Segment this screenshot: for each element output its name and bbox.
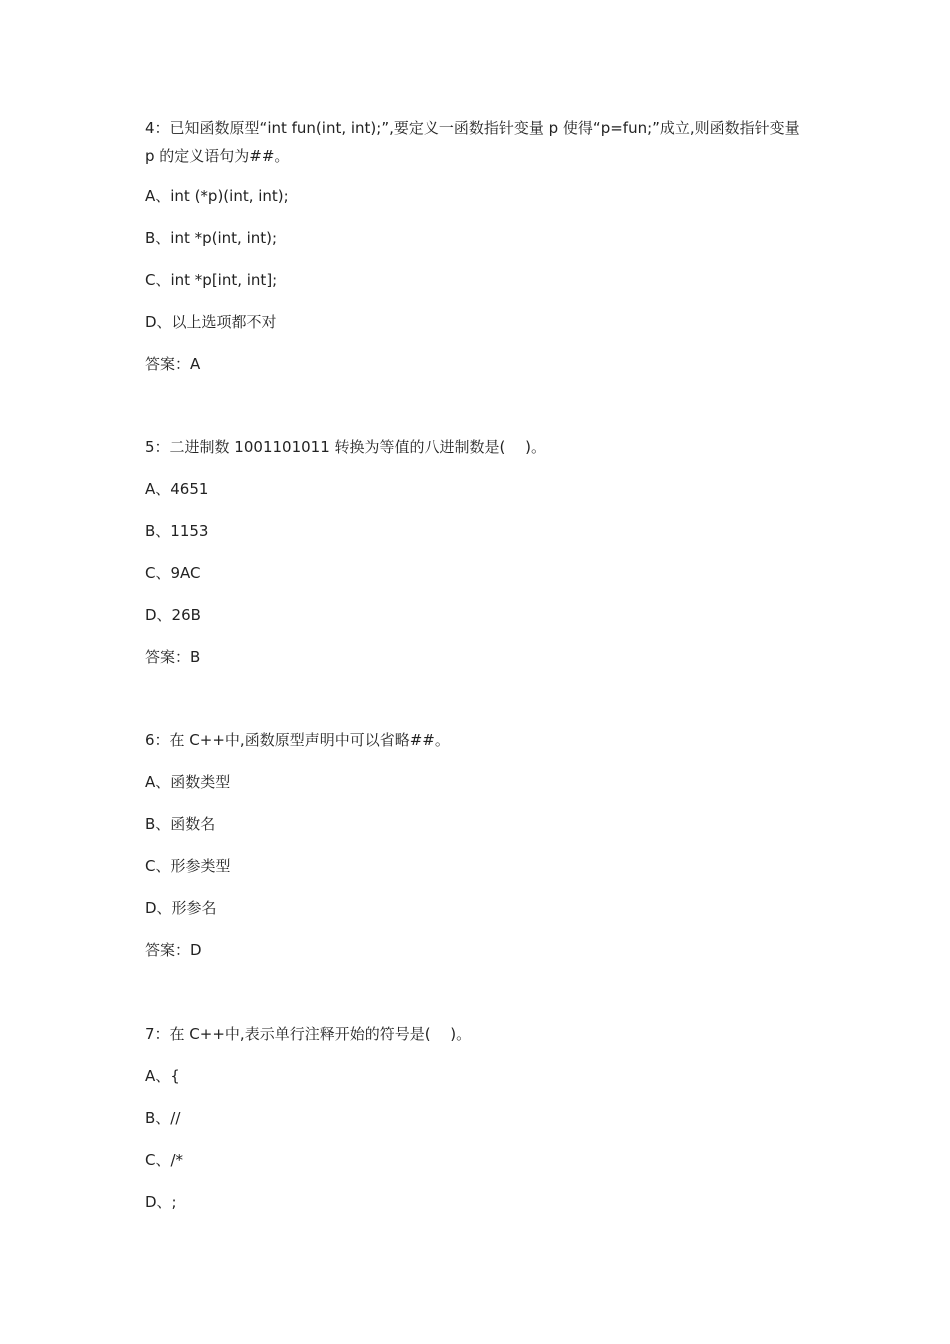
question-4-option-c: C、int *p[int, int]; [145, 271, 278, 289]
question-7-option-d: D、; [145, 1193, 177, 1211]
question-4-option-b: B、int *p(int, int); [145, 229, 278, 247]
question-6-option-b: B、函数名 [145, 815, 216, 833]
question-5-answer: 答案：B [145, 648, 201, 666]
question-5-stem: 5：二进制数 1001101011 转换为等值的八进制数是( )。 [145, 438, 546, 456]
question-7-stem: 7：在 C++中,表示单行注释开始的符号是( )。 [145, 1025, 472, 1043]
question-5-option-d: D、26B [145, 606, 201, 624]
question-6-option-d: D、形参名 [145, 899, 217, 917]
question-7-option-c: C、/* [145, 1151, 184, 1169]
question-6-option-a: A、函数类型 [145, 773, 231, 791]
question-4-stem: 4：已知函数原型“int fun(int, int);”,要定义一函数指针变量 p 使得“p=fun;”成立,则函数指针变量 p 的定义语句为##。 [145, 119, 800, 165]
question-6-option-c: C、形参类型 [145, 857, 231, 875]
question-7-option-b: B、// [145, 1109, 181, 1127]
question-5-option-c: C、9AC [145, 564, 201, 582]
question-4-option-d: D、以上选项都不对 [145, 313, 277, 331]
question-7-option-a: A、{ [145, 1067, 180, 1085]
question-5-option-a: A、4651 [145, 480, 209, 498]
question-4-answer: 答案：A [145, 355, 201, 373]
question-4-option-a: A、int (*p)(int, int); [145, 187, 289, 205]
question-6-stem: 6：在 C++中,函数原型声明中可以省略##。 [145, 731, 450, 749]
question-5-option-b: B、1153 [145, 522, 209, 540]
question-6-answer: 答案：D [145, 941, 202, 959]
